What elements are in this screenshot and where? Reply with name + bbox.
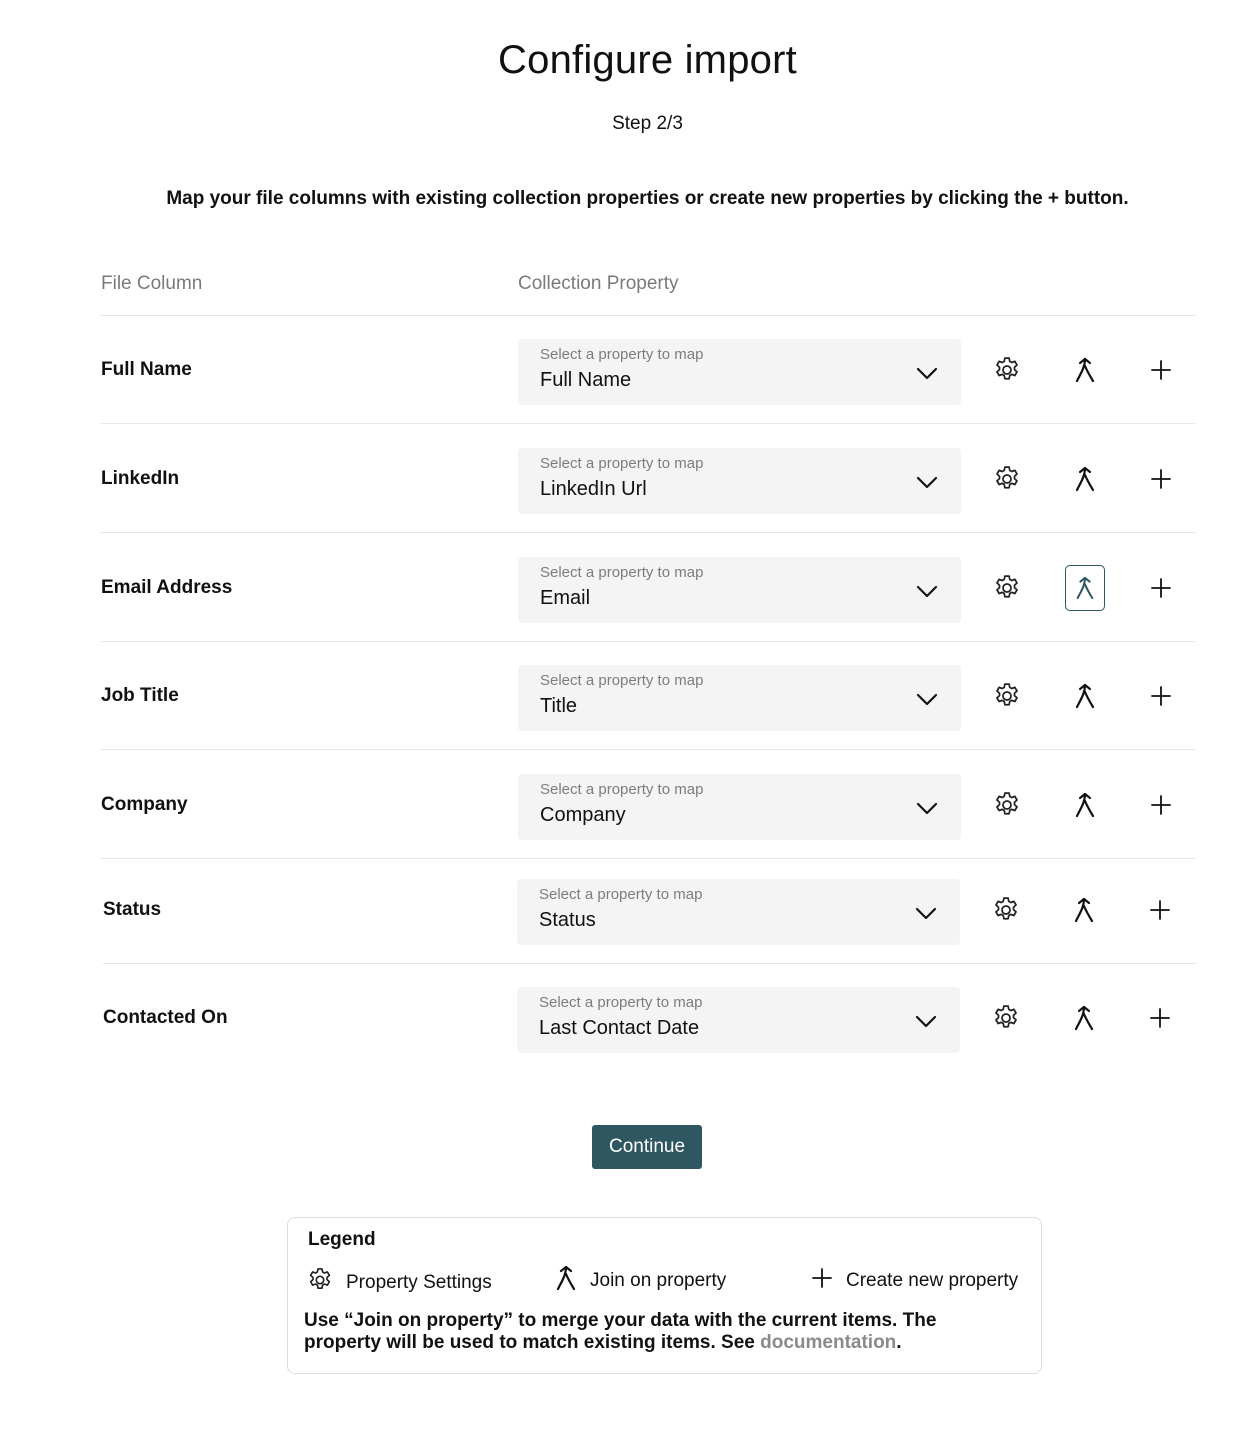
file-column-name: Contacted On: [103, 1007, 228, 1028]
select-value: Email: [540, 587, 591, 609]
plus-icon: [1149, 358, 1173, 382]
create-property-button[interactable]: [1141, 456, 1181, 502]
documentation-link[interactable]: documentation: [760, 1332, 897, 1353]
select-label: Select a property to map: [539, 886, 703, 903]
property-select[interactable]: [518, 339, 961, 405]
property-select[interactable]: [517, 879, 960, 945]
select-label: Select a property to map: [540, 781, 704, 798]
plus-icon: [1148, 1006, 1172, 1030]
join-on-property-button[interactable]: [1065, 673, 1105, 719]
file-column-header: File Column: [101, 273, 203, 294]
file-column-name: Email Address: [101, 577, 233, 598]
select-label: Select a property to map: [540, 564, 704, 581]
gear-icon: [992, 355, 1022, 385]
plus-icon: [1149, 793, 1173, 817]
collection-property-header: Collection Property: [518, 273, 679, 294]
mapping-row: [101, 751, 1195, 859]
file-column-name: Company: [101, 794, 188, 815]
join-icon: [1074, 575, 1096, 601]
property-settings-button[interactable]: [987, 347, 1027, 393]
gear-icon: [991, 895, 1021, 925]
legend-item-create: [810, 1266, 1018, 1296]
create-property-button[interactable]: [1140, 887, 1180, 933]
plus-icon: [1149, 467, 1173, 491]
property-settings-button[interactable]: [986, 887, 1026, 933]
join-icon: [1073, 682, 1097, 710]
property-select[interactable]: [518, 557, 961, 623]
legend-title: Legend: [308, 1229, 376, 1250]
create-property-button[interactable]: [1141, 673, 1181, 719]
plus-icon: [1148, 898, 1172, 922]
join-on-property-button[interactable]: [1065, 347, 1105, 393]
plus-icon: [1149, 576, 1173, 600]
create-property-button[interactable]: [1140, 995, 1180, 1041]
file-column-name: LinkedIn: [101, 468, 180, 489]
gear-icon: [992, 681, 1022, 711]
join-on-property-button[interactable]: [1064, 887, 1104, 933]
legend-note-end: .: [896, 1332, 902, 1353]
property-select[interactable]: [518, 448, 961, 514]
select-value: Last Contact Date: [539, 1017, 700, 1039]
join-icon: [1073, 356, 1097, 384]
property-settings-button[interactable]: [987, 673, 1027, 719]
join-on-property-button[interactable]: [1065, 565, 1105, 611]
mapping-row: [101, 642, 1195, 750]
create-property-button[interactable]: [1141, 347, 1181, 393]
gear-icon: [991, 1003, 1021, 1033]
join-icon: [1072, 896, 1096, 924]
join-on-property-button[interactable]: [1064, 995, 1104, 1041]
property-settings-button[interactable]: [987, 456, 1027, 502]
property-settings-button[interactable]: [986, 995, 1026, 1041]
step-indicator: Step 2/3: [612, 113, 683, 134]
select-label: Select a property to map: [539, 994, 703, 1011]
plus-icon: [1149, 684, 1173, 708]
row-divider: [101, 749, 1195, 750]
join-icon: [1073, 791, 1097, 819]
join-icon: [554, 1264, 590, 1298]
join-icon: [1073, 465, 1097, 493]
select-value: Title: [540, 695, 578, 717]
mapping-row: [101, 534, 1195, 642]
property-select[interactable]: [518, 665, 961, 731]
select-value: LinkedIn Url: [540, 478, 647, 500]
select-label: Select a property to map: [540, 672, 704, 689]
gear-icon: [992, 573, 1022, 603]
property-select[interactable]: [518, 774, 961, 840]
gear-icon: [306, 1266, 346, 1300]
select-label: Select a property to map: [540, 346, 704, 363]
row-divider: [101, 532, 1195, 533]
join-on-property-button[interactable]: [1065, 782, 1105, 828]
legend-note: [304, 1310, 1014, 1354]
row-divider: [101, 423, 1195, 424]
select-value: Full Name: [540, 369, 632, 391]
select-label: Select a property to map: [540, 455, 704, 472]
legend-note-text: Use “Join on property” to merge your data with the current items. The property will be used to match existing items. See: [304, 1310, 937, 1353]
select-value: Company: [540, 804, 626, 826]
property-settings-button[interactable]: [987, 782, 1027, 828]
gear-icon: [992, 464, 1022, 494]
property-select[interactable]: [517, 987, 960, 1053]
instructions: Map your file columns with existing collection properties or create new properties by clicking the + button.: [166, 188, 1129, 209]
mapping-row: [101, 316, 1195, 424]
property-settings-button[interactable]: [987, 565, 1027, 611]
page-title: Configure import: [498, 38, 797, 82]
create-property-button[interactable]: [1141, 565, 1181, 611]
gear-icon: [992, 790, 1022, 820]
legend-box: [287, 1217, 1042, 1374]
file-column-name: Job Title: [101, 685, 179, 706]
create-property-button[interactable]: [1141, 782, 1181, 828]
join-on-property-button[interactable]: [1065, 456, 1105, 502]
file-column-name: Status: [103, 899, 162, 920]
continue-button[interactable]: Continue: [592, 1125, 702, 1169]
mapping-row: [103, 856, 1197, 964]
legend-item-settings: [306, 1266, 492, 1300]
legend-item-join: [554, 1264, 726, 1298]
legend-settings-label: Property Settings: [346, 1272, 492, 1293]
mapping-row: [103, 964, 1197, 1072]
legend-create-label: Create new property: [846, 1270, 1019, 1291]
mapping-row: [101, 425, 1195, 533]
legend-join-label: Join on property: [590, 1270, 727, 1291]
plus-icon: [810, 1266, 846, 1296]
select-value: Status: [539, 909, 596, 931]
join-icon: [1072, 1004, 1096, 1032]
file-column-name: Full Name: [101, 359, 192, 380]
